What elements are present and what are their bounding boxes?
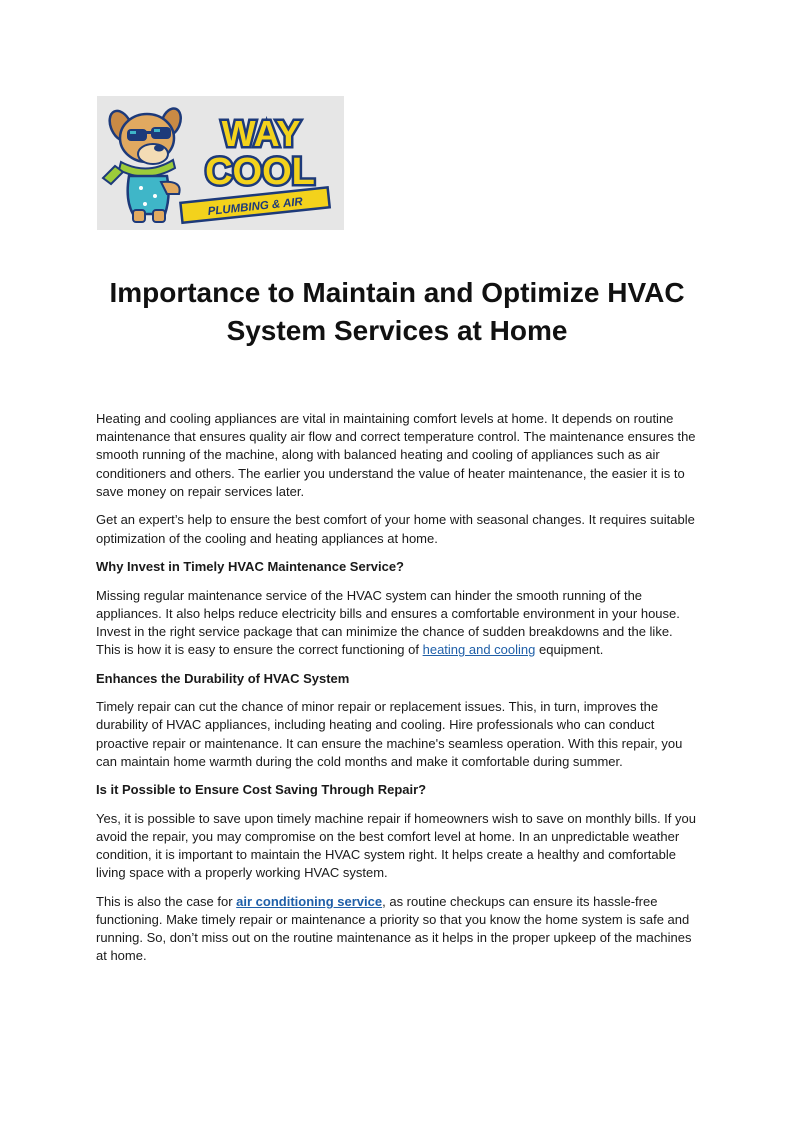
logo-graphic [97,96,344,230]
air-conditioning-service-link[interactable]: air conditioning service [236,893,383,909]
logo-tagline: PLUMBING & AIR [207,196,304,218]
company-logo [97,96,344,230]
logo-word-way: WAY [221,113,301,154]
paragraph-text: equipment. [535,642,604,658]
article-body [96,410,700,976]
heating-and-cooling-link[interactable]: heating and cooling [422,642,536,658]
closing-paragraph [96,893,700,966]
intro-paragraph-2: Get an expert’s help to ensure the best comfort of your home with seasonal changes. It requires suitable optimization of the cooling and heating appliances at home. [96,512,695,546]
intro-paragraph-1: Heating and cooling appliances are vital in maintaining comfort levels at home. It depends on routine maintenance that ensures quality air flow and correct temperature control. The maintenance ensures the smooth running of the machine, along with balanced heating and cooling of appliances such as air conditioners and others. The earlier you understand the value of heater maintenance, the easier it is to save money on repair services later. [96,411,696,499]
paragraph-text: , as routine checkups can ensure its hassle-free functioning. Make timely repair or maintenance a priority so that you know the home system is safe and running. So, don’t miss out on the routine maintenance as it helps in the proper upkeep of the machines at home. [96,893,692,964]
section-paragraph-durability: Timely repair can cut the chance of minor repair or replacement issues. This, in turn, improves the durability of HVAC appliances, including heating and cooling. Hire professionals who can conduct proactive repair or maintenance. It can ensure the machine's seamless operation. With this repair, you can maintain home warmth during the cold months and make it comfortable during summer. [96,699,683,769]
section-heading-durability: Enhances the Durability of HVAC System [96,670,350,686]
section-paragraph-cost-saving: Yes, it is possible to save upon timely machine repair if homeowners wish to save on monthly bills. If you avoid the repair, you may compromise on the best comfort level at home. In an unpredictable weather condition, it is important to maintain the HVAC system right. It helps create a healthy and comfortable living space with a properly working HVAC system. [96,810,696,881]
dog-mascot-icon [103,106,184,222]
page-title: Importance to Maintain and Optimize HVAC System Services at Home [109,277,685,346]
section-heading-why-invest: Why Invest in Timely HVAC Maintenance Service? [96,559,405,575]
logo-word-cool: COOL [205,151,315,193]
paragraph-text: Missing regular maintenance service of the HVAC system can hinder the smooth running of the appliances. It also helps reduce electricity bills and ensures a comfortable environment in your house. Invest in the right service package that can minimize the chance of sudden breakdowns and the like. This is how it is easy to ensure the correct functioning of [96,587,680,658]
section-heading-cost-saving: Is it Possible to Ensure Cost Saving Through Repair? [96,782,427,798]
section-paragraph-why-invest [96,587,700,660]
paragraph-text: This is also the case for [96,893,237,909]
